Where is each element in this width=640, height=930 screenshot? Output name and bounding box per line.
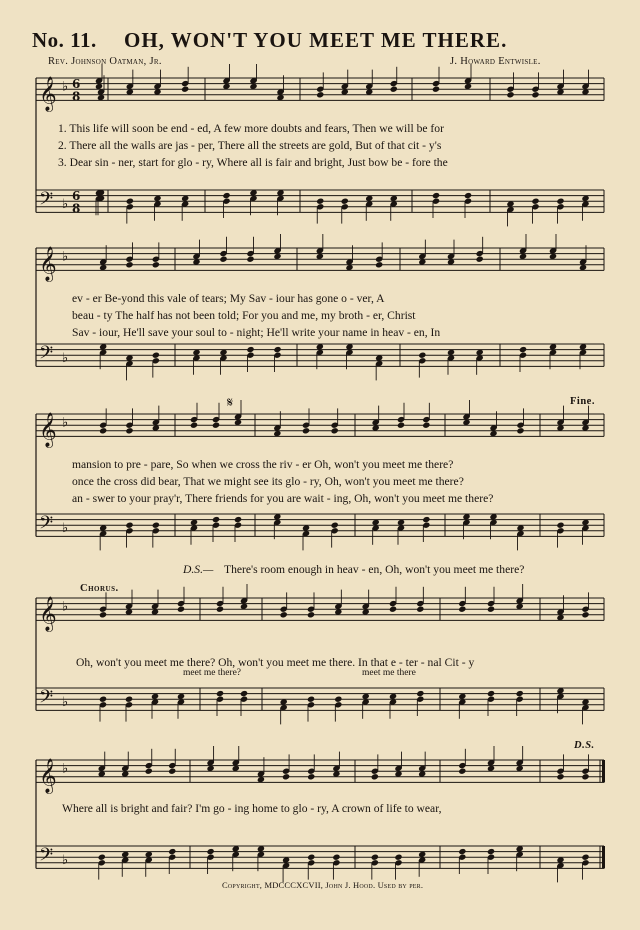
composer-credit: J. Howard Entwisle. (450, 56, 541, 67)
notehead (219, 256, 227, 263)
notehead (99, 696, 107, 703)
flat-icon: ♭ (62, 599, 69, 615)
notehead (422, 422, 430, 429)
notehead (458, 606, 466, 613)
notehead (432, 192, 440, 199)
notehead (341, 198, 349, 205)
chorus-echo2: meet me there (362, 668, 416, 678)
notehead (334, 696, 342, 703)
treble-clef-icon: 𝄞 (39, 246, 57, 282)
notehead (331, 522, 339, 529)
notehead (246, 256, 254, 263)
notehead (98, 854, 106, 861)
bass-clef-icon: 𝄢 (39, 844, 54, 870)
notehead (487, 848, 495, 855)
hymn-title: OH, WON'T YOU MEET ME THERE. (124, 28, 508, 52)
notehead (280, 611, 288, 618)
notehead (152, 522, 160, 529)
notehead (487, 606, 495, 613)
ds-lyric-line: There's room enough in heav - en, Oh, won't you meet me there? (224, 563, 525, 576)
verse1-line2: ev - er Be-yond this vale of tears; My Sav - iour has gone o - ver, A (72, 292, 385, 305)
notehead (464, 192, 472, 199)
notehead (307, 611, 315, 618)
notehead (556, 773, 564, 780)
bass-clef-icon: 𝄢 (39, 686, 54, 712)
chorus-echo1: meet me there? (183, 668, 242, 678)
notehead (273, 346, 281, 353)
time-signature-top: 6 (72, 189, 81, 204)
notehead (531, 91, 539, 98)
notehead (389, 606, 397, 613)
notehead (216, 606, 224, 613)
notehead (375, 261, 383, 268)
fine-mark: Fine. (570, 396, 595, 407)
notehead (416, 690, 424, 697)
notehead (331, 427, 339, 434)
time-signature-top: 6 (72, 77, 81, 92)
verse3-line1: 3. Dear sin - ner, start for glo - ry, Where all is fair and bright, Just bow be - fore the (58, 156, 448, 169)
notehead (99, 611, 107, 618)
notehead (212, 422, 220, 429)
notehead (316, 198, 324, 205)
notehead (168, 768, 176, 775)
notehead (371, 773, 379, 780)
hymn-number: No. 11. (32, 28, 97, 52)
flat-icon: ♭ (62, 415, 69, 431)
bass-clef-icon: 𝄢 (39, 342, 54, 368)
notehead (125, 522, 133, 529)
notehead (581, 611, 589, 618)
treble-clef-icon: 𝄞 (39, 412, 57, 448)
notehead (531, 198, 539, 205)
flat-icon: ♭ (62, 520, 69, 536)
notehead (506, 91, 514, 98)
notehead (432, 86, 440, 93)
final-barline (602, 846, 605, 868)
notehead (234, 516, 242, 523)
notehead (152, 352, 160, 359)
notehead (581, 773, 589, 780)
final-barline (602, 760, 605, 782)
notehead (168, 848, 176, 855)
notehead (487, 690, 495, 697)
notehead (519, 346, 527, 353)
bass-clef-icon: 𝄢 (39, 512, 54, 538)
notehead (307, 854, 315, 861)
treble-clef-icon: 𝄞 (39, 76, 57, 112)
verse1-line1: 1. This life will soon be end - ed, A few more doubts and fears, Then we will be for (58, 122, 444, 135)
flat-icon: ♭ (62, 350, 69, 366)
notehead (416, 606, 424, 613)
notehead (125, 427, 133, 434)
notehead (332, 854, 340, 861)
notehead (246, 346, 254, 353)
notehead (99, 427, 107, 434)
notehead (397, 422, 405, 429)
verse3-line3: an - swer to your pray'r, There friends for you are wait - ing, Oh, won't you meet me there? (72, 492, 494, 505)
chorus-label: Chorus. (80, 583, 119, 594)
notehead (177, 606, 185, 613)
bass-clef-icon: 𝄢 (39, 188, 54, 214)
flat-icon: ♭ (62, 761, 69, 777)
notehead (307, 696, 315, 703)
notehead (222, 192, 230, 199)
ds-mark: D.S. (574, 740, 595, 751)
notehead (145, 768, 153, 775)
notehead (126, 198, 134, 205)
notehead (307, 773, 315, 780)
notehead (516, 690, 524, 697)
notehead (394, 854, 402, 861)
notehead (181, 86, 189, 93)
notehead (418, 352, 426, 359)
treble-clef-icon: 𝄞 (39, 758, 57, 794)
chorus-line1: Oh, won't you meet me there? Oh, won't you meet me there. In that e - ter - nal Cit - y (76, 656, 475, 669)
flat-icon: ♭ (62, 249, 69, 265)
notehead (581, 854, 589, 861)
notehead (556, 522, 564, 529)
verse2-line1: 2. There all the walls are jas - per, There all the streets are gold, But of that cit - y's (58, 139, 442, 152)
copyright-footer: Copyright, MDCCCXCVII, John J. Hood. Used by per. (222, 880, 424, 890)
notehead (152, 261, 160, 268)
lyricist-credit: Rev. Johnson Oatman, Jr. (48, 56, 162, 67)
notehead (371, 854, 379, 861)
notehead (556, 198, 564, 205)
notehead (240, 690, 248, 697)
time-signature-bottom: 8 (72, 89, 81, 104)
verse2-line3: once the cross did bear, That we might see its glo - ry, Oh, won't you meet me there? (72, 475, 464, 488)
verse3-line2: Sav - iour, He'll save your soul to - night; He'll write your name in heav - en, In (72, 326, 441, 339)
verse2-line2: beau - ty The half has not been told; For you and me, my broth - er, Christ (72, 309, 416, 322)
notehead (422, 516, 430, 523)
segno-mark: 𝄋 (227, 396, 234, 411)
time-signature-bottom: 8 (72, 201, 81, 216)
notehead (458, 768, 466, 775)
notehead (206, 848, 214, 855)
flat-icon: ♭ (62, 79, 69, 95)
notehead (516, 427, 524, 434)
notehead (125, 696, 133, 703)
verse1-line3: mansion to pre - pare, So when we cross the riv - er Oh, won't you meet me there? (72, 458, 454, 471)
notehead (282, 773, 290, 780)
notehead (125, 261, 133, 268)
notehead (390, 86, 398, 93)
treble-clef-icon: 𝄞 (39, 596, 57, 632)
flat-icon: ♭ (62, 694, 69, 710)
chorus-line2: Where all is bright and fair? I'm go - ing home to glo - ry, A crown of life to wear, (62, 802, 442, 815)
notehead (458, 848, 466, 855)
notehead (302, 427, 310, 434)
notehead (476, 256, 484, 263)
flat-icon: ♭ (62, 852, 69, 868)
notehead (316, 91, 324, 98)
notehead (190, 422, 198, 429)
ds-prefix: D.S.— (183, 563, 214, 576)
notehead (216, 690, 224, 697)
notehead (212, 516, 220, 523)
flat-icon: ♭ (62, 196, 69, 212)
